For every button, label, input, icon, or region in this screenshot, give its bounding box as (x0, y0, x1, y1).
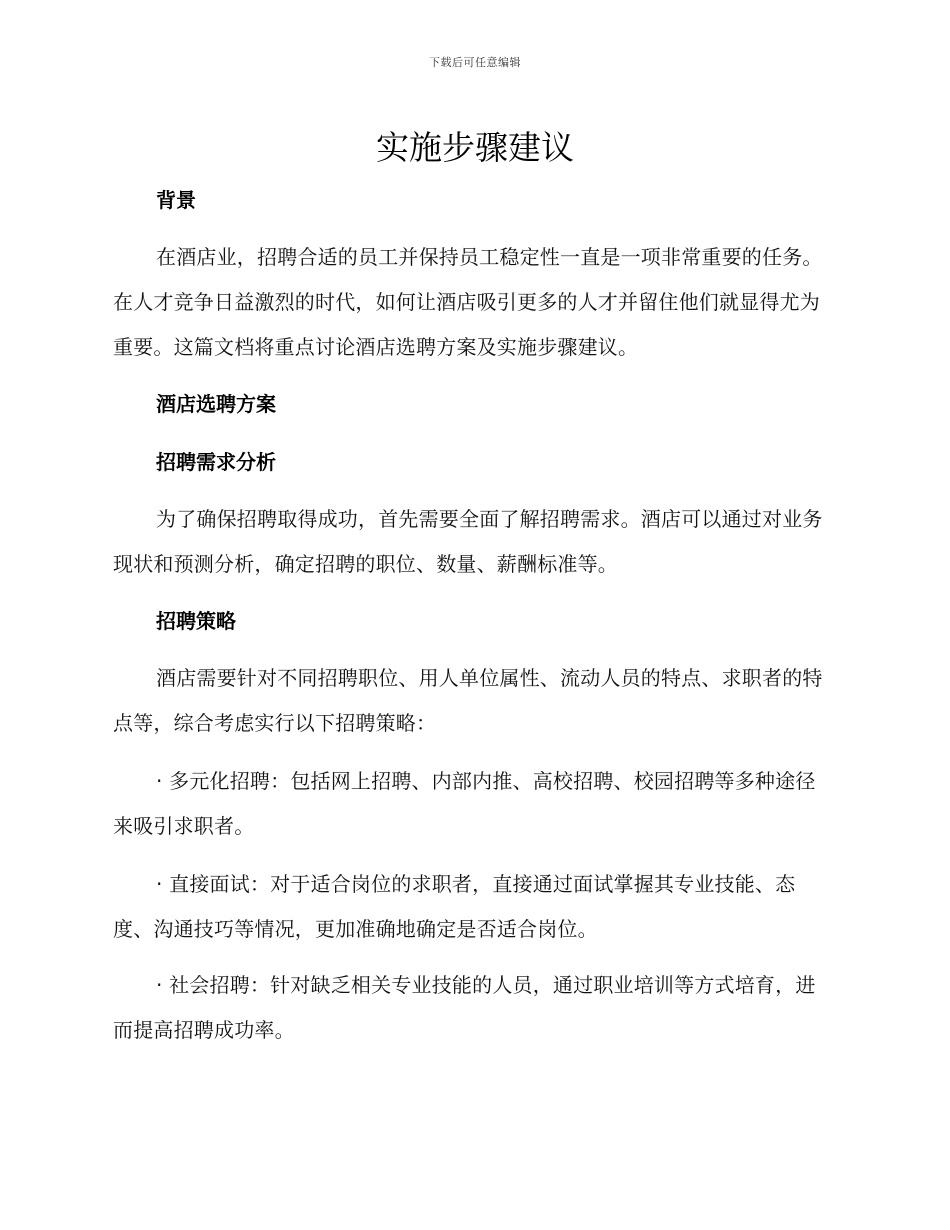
section-heading-background: 背景 (156, 188, 196, 212)
section-heading-plan: 酒店选聘方案 (156, 392, 276, 416)
section-heading-demand: 招聘需求分析 (156, 450, 276, 474)
paragraph-demand: 为了确保招聘取得成功，首先需要全面了解招聘需求。酒店可以通过对业务现状和预测分析，确定招聘的职位、数量、薪酬标准等。 (113, 507, 823, 576)
paragraph-background: 在酒店业，招聘合适的员工并保持员工稳定性一直是一项非常重要的任务。在人才竞争日益激烈的时代，如何让酒店吸引更多的人才并留住他们就显得尤为重要。这篇文档将重点讨论酒店选聘方案及实施步骤建议。 (113, 245, 823, 359)
strategy-list-item: · 直接面试：对于适合岗位的求职者，直接通过面试掌握其专业技能、态度、沟通技巧等情况，更加准确地确定是否适合岗位。 (113, 872, 796, 941)
paragraph-strategy: 酒店需要针对不同招聘职位、用人单位属性、流动人员的特点、求职者的特点等，综合考虑实行以下招聘策略： (113, 666, 823, 735)
strategy-list-item: · 社会招聘：针对缺乏相关专业技能的人员，通过职业培训等方式培育，进而提高招聘成功率。 (113, 973, 816, 1042)
section-heading-strategy: 招聘策略 (156, 609, 236, 633)
page-header-note: 下载后可任意编辑 (429, 56, 521, 69)
document-title: 实施步骤建议 (376, 128, 574, 167)
strategy-list-item: · 多元化招聘：包括网上招聘、内部内推、高校招聘、校园招聘等多种途径来吸引求职者。 (113, 769, 816, 838)
